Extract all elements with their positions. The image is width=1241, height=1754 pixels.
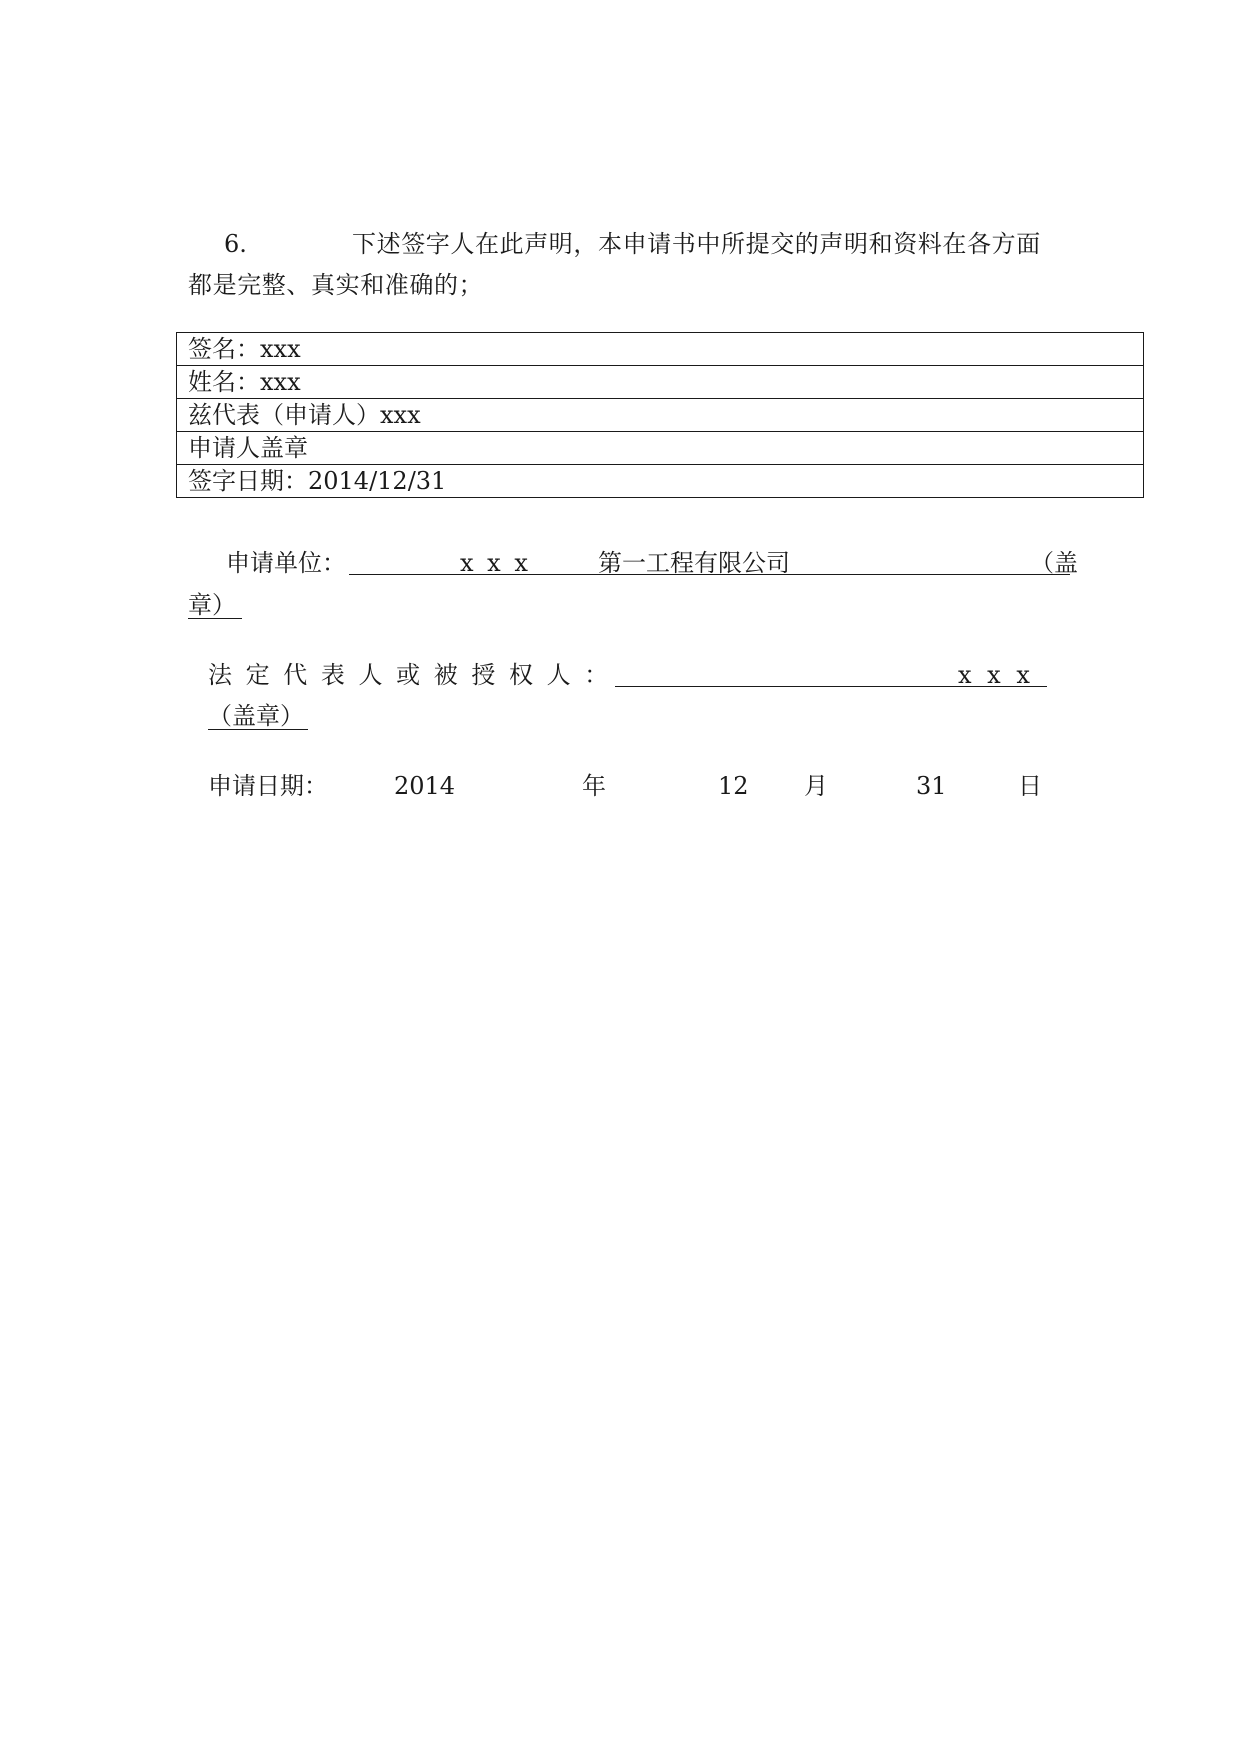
table-row — [177, 399, 1144, 432]
table-row — [177, 366, 1144, 399]
signature-date-cell: 签字日期：2014/12/31 — [177, 465, 1144, 498]
signature-name-cell: 签名：xxx — [177, 333, 1144, 366]
apply-date-year: 2014 — [394, 772, 456, 800]
declaration-line-2: 都是完整、真实和准确的； — [188, 271, 484, 299]
legal-rep-seal: （盖章） — [208, 701, 308, 730]
signature-table — [176, 332, 1144, 498]
applicant-unit-seal-open: （盖 — [1030, 549, 1078, 577]
printed-name-cell: 姓名：xxx — [177, 366, 1144, 399]
legal-rep-value: x x x — [958, 661, 1034, 689]
applicant-seal-cell: 申请人盖章 — [177, 432, 1144, 465]
apply-date-month: 12 — [718, 772, 749, 800]
declaration-line-1: 下述签字人在此声明，本申请书中所提交的声明和资料在各方面 — [352, 230, 1041, 258]
table-row — [177, 432, 1144, 465]
table-row — [177, 333, 1144, 366]
apply-date-day-unit: 日 — [1018, 772, 1042, 800]
apply-date-day: 31 — [916, 772, 947, 800]
applicant-unit-name-x: x x x — [460, 549, 531, 577]
representing-applicant-cell: 兹代表（申请人）xxx — [177, 399, 1144, 432]
legal-rep-label: 法 定 代 表 人 或 被 授 权 人 ： — [208, 661, 612, 689]
apply-date-year-unit: 年 — [582, 772, 606, 800]
apply-date-month-unit: 月 — [804, 772, 828, 800]
applicant-unit-company: 第一工程有限公司 — [598, 549, 790, 577]
applicant-unit-seal-close: 章） — [188, 590, 242, 619]
applicant-unit-label: 申请单位： — [226, 549, 346, 577]
table-row — [177, 465, 1144, 498]
apply-date-label: 申请日期： — [208, 772, 328, 800]
declaration-number: 6. — [224, 230, 247, 258]
